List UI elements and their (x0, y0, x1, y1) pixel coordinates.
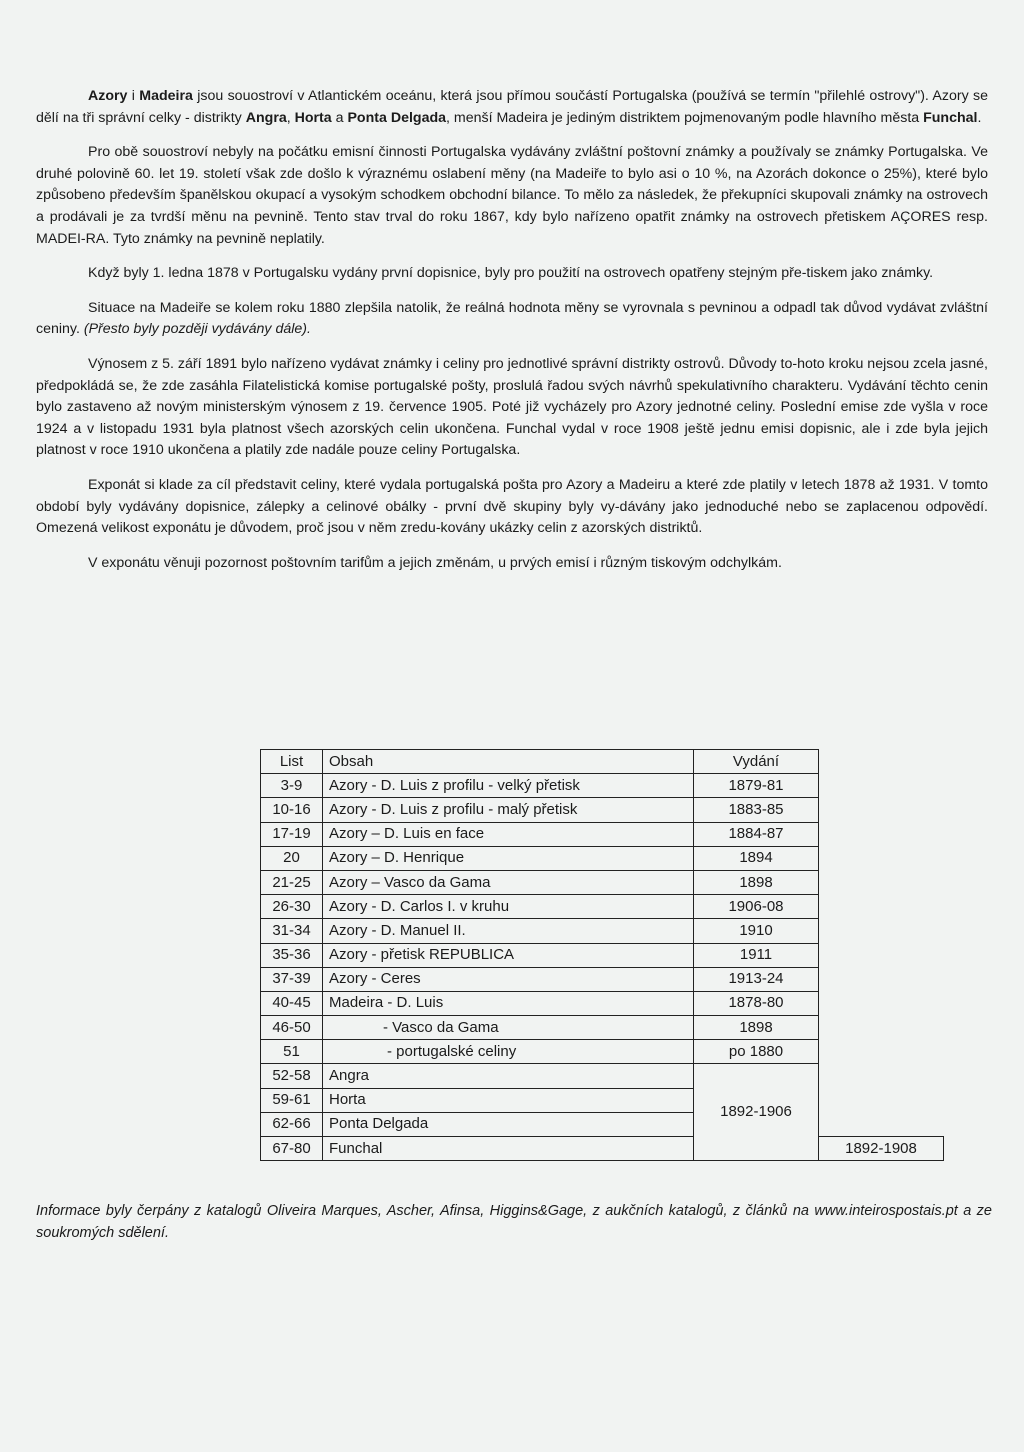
paragraph (36, 86, 988, 129)
issued-cell: 1879-81 (694, 774, 819, 798)
header-list: List (261, 750, 323, 774)
content-cell: Azory - D. Manuel II. (323, 919, 694, 943)
text-run: Když byly 1. ledna 1878 v Portugalsku vydány první dopisnice, byly pro použití na ostrovech opatřeny stejným pře-tiskem jako známky. (88, 265, 934, 282)
issued-cell: 1913-24 (694, 967, 819, 991)
list-cell: 52-58 (261, 1064, 323, 1088)
list-cell: 62-66 (261, 1112, 323, 1136)
text-run: a (331, 109, 348, 126)
content-cell: Azory – Vasco da Gama (323, 870, 694, 894)
table-row (261, 1040, 944, 1064)
table-row (261, 967, 944, 991)
intro-text (36, 86, 988, 587)
paragraph (36, 475, 988, 540)
issued-cell: 1894 (694, 846, 819, 870)
bold-term: Funchal (923, 109, 978, 126)
paragraph (36, 263, 988, 285)
italic-remark: (Přesto byly později vydávány dále). (83, 321, 311, 338)
paragraph (36, 553, 988, 575)
paragraph (36, 298, 988, 341)
paragraph (36, 142, 988, 250)
content-cell: Azory - D. Luis z profilu - malý přetisk (323, 798, 694, 822)
table-row (261, 943, 944, 967)
header-issued: Vydání (694, 750, 819, 774)
text-run: , menší Madeira je jediným distriktem pojmenovaným podle hlavního města (446, 109, 924, 126)
text-run: V exponátu věnuji pozornost poštovním tarifům a jejich změnám, u prvých emisí i různým tiskovým odchylkám. (88, 554, 782, 571)
table-row (261, 822, 944, 846)
content-cell: Azory – D. Henrique (323, 846, 694, 870)
content-cell: Madeira - D. Luis (323, 991, 694, 1015)
content-cell: - Vasco da Gama (323, 1016, 694, 1040)
content-cell: Azory - D. Luis z profilu - velký přetisk (323, 774, 694, 798)
content-cell: Horta (323, 1088, 694, 1112)
bold-term: Ponta Delgada (347, 109, 447, 126)
list-cell: 46-50 (261, 1016, 323, 1040)
issued-cell: po 1880 (694, 1040, 819, 1064)
table-row (261, 895, 944, 919)
text-run: Exponát si klade za cíl představit celiny, které vydala portugalská pošta pro Azory a Madeiru a které zde platily v letech 1878 až 1931. V tomto období byly vydávány dopisnice, zálepky a celinové obálky - první dvě skupiny byly vy-dávány jako jednoduché nebo se zaplacenou odpovědí. Omezená velikost exponátu je důvodem, proč jsou v něm zredu-kovány ukázky celin z azorských distriktů. (36, 476, 988, 537)
table-row (261, 870, 944, 894)
paragraph (36, 354, 988, 462)
text-run: , (286, 109, 295, 126)
table-row (261, 1016, 944, 1040)
issued-cell: 1906-08 (694, 895, 819, 919)
list-cell: 3-9 (261, 774, 323, 798)
content-cell: Ponta Delgada (323, 1112, 694, 1136)
table-body (261, 774, 944, 1161)
text-run: . (977, 109, 982, 126)
content-cell: Azory - D. Carlos I. v kruhu (323, 895, 694, 919)
table-row (261, 846, 944, 870)
text-run: jsou souostroví v Atlantickém oceánu, která jsou přímou součástí Portugalska (používá se termín "přilehlé ostrovy"). Azory se dělí na tři správní celky - distrikty (36, 88, 989, 126)
content-cell: Azory - Ceres (323, 967, 694, 991)
bold-term: Angra (245, 109, 287, 126)
table-row (261, 1088, 944, 1112)
text-run: Pro obě souostroví nebyly na počátku emisní činnosti Portugalska vydávány zvláštní poštovní známky a používaly se známky Portugalska. Ve druhé polovině 60. let 19. století však zde došlo k výraznému oslabení měny (na Madeiře to bylo asi o 10 %, na Azorách dokonce o 25%), které bylo způsobeno především španělskou okupací a vysokým schodkem obchodní bilance. To mělo za následek, že překupníci skupovali známky na ostrovech a prodávali je za tvrdší měnu na pevnině. Tento stav trval do roku 1867, kdy bylo nařízeno opatřit známky na ostrovech přetiskem AÇORES resp. MADEI-RA. Tyto známky na pevnině neplatily. (36, 144, 988, 247)
header-content: Obsah (323, 750, 694, 774)
table-row (261, 798, 944, 822)
bold-term: Madeira (139, 88, 193, 104)
text-run: Výnosem z 5. září 1891 bylo nařízeno vydávat známky i celiny pro jednotlivé správní distrikty ostrovů. Důvody to-hoto kroku nejsou zcela jasné, předpokládá se, že zde zasáhla Filatelistická komise portugalské pošty, proslulá řadou svých návrhů spekulativního charakteru. Vydávání těchto cenin bylo zastaveno až novým ministerským výnosem z 19. července 1905. Poté již vycházely pro Azory jednotné celiny. Poslední emise zde vyšla v roce 1924 a v listopadu 1931 byla platnost všech azorských celin ukončena. Funchal vydal v roce 1908 ještě jednu emisi dopisnic, ale i zde byla jejich platnost v roce 1910 ukončena a platily zde nadále pouze celiny Portugalska. (36, 355, 988, 459)
issued-cell: 1898 (694, 870, 819, 894)
bold-term: Horta (294, 109, 332, 126)
table-row (261, 1137, 944, 1161)
table-header-row (261, 750, 944, 774)
content-cell: Angra (323, 1064, 694, 1088)
table-row (261, 991, 944, 1015)
table-row (261, 774, 944, 798)
content-cell: Azory - přetisk REPUBLICA (323, 943, 694, 967)
list-cell: 40-45 (261, 991, 323, 1015)
content-cell: - portugalské celiny (323, 1040, 694, 1064)
issued-cell: 1878-80 (694, 991, 819, 1015)
text-run: i (127, 88, 140, 104)
issued-cell: 1892-1906 (694, 1064, 819, 1161)
issued-cell: 1884-87 (694, 822, 819, 846)
list-cell: 51 (261, 1040, 323, 1064)
list-cell: 26-30 (261, 895, 323, 919)
exhibit-table (260, 749, 944, 1161)
table-row (261, 919, 944, 943)
list-cell: 10-16 (261, 798, 323, 822)
list-cell: 59-61 (261, 1088, 323, 1112)
list-cell: 21-25 (261, 870, 323, 894)
table-row (261, 1064, 944, 1088)
issued-cell: 1892-1908 (819, 1137, 944, 1161)
list-cell: 37-39 (261, 967, 323, 991)
issued-cell: 1910 (694, 919, 819, 943)
issued-cell: 1898 (694, 1016, 819, 1040)
table-row (261, 1112, 944, 1136)
content-cell: Azory – D. Luis en face (323, 822, 694, 846)
issued-cell: 1911 (694, 943, 819, 967)
issued-cell: 1883-85 (694, 798, 819, 822)
list-cell: 20 (261, 846, 323, 870)
content-cell: Funchal (323, 1137, 694, 1161)
list-cell: 31-34 (261, 919, 323, 943)
bold-term: Azory (88, 88, 128, 104)
sources-note: Informace byly čerpány z katalogů Oliveira Marques, Ascher, Afinsa, Higgins&Gage, z aukčních katalogů, z článků na www.inteirospostais.pt a ze soukromých sdělení. (36, 1203, 992, 1241)
list-cell: 67-80 (261, 1137, 323, 1161)
list-cell: 17-19 (261, 822, 323, 846)
list-cell: 35-36 (261, 943, 323, 967)
text-run: Situace na Madeiře se kolem roku 1880 zlepšila natolik, že reálná hodnota měny se vyrovnala s pevninou a odpadl tak důvod vydávat zvláštní ceniny. (36, 299, 988, 338)
